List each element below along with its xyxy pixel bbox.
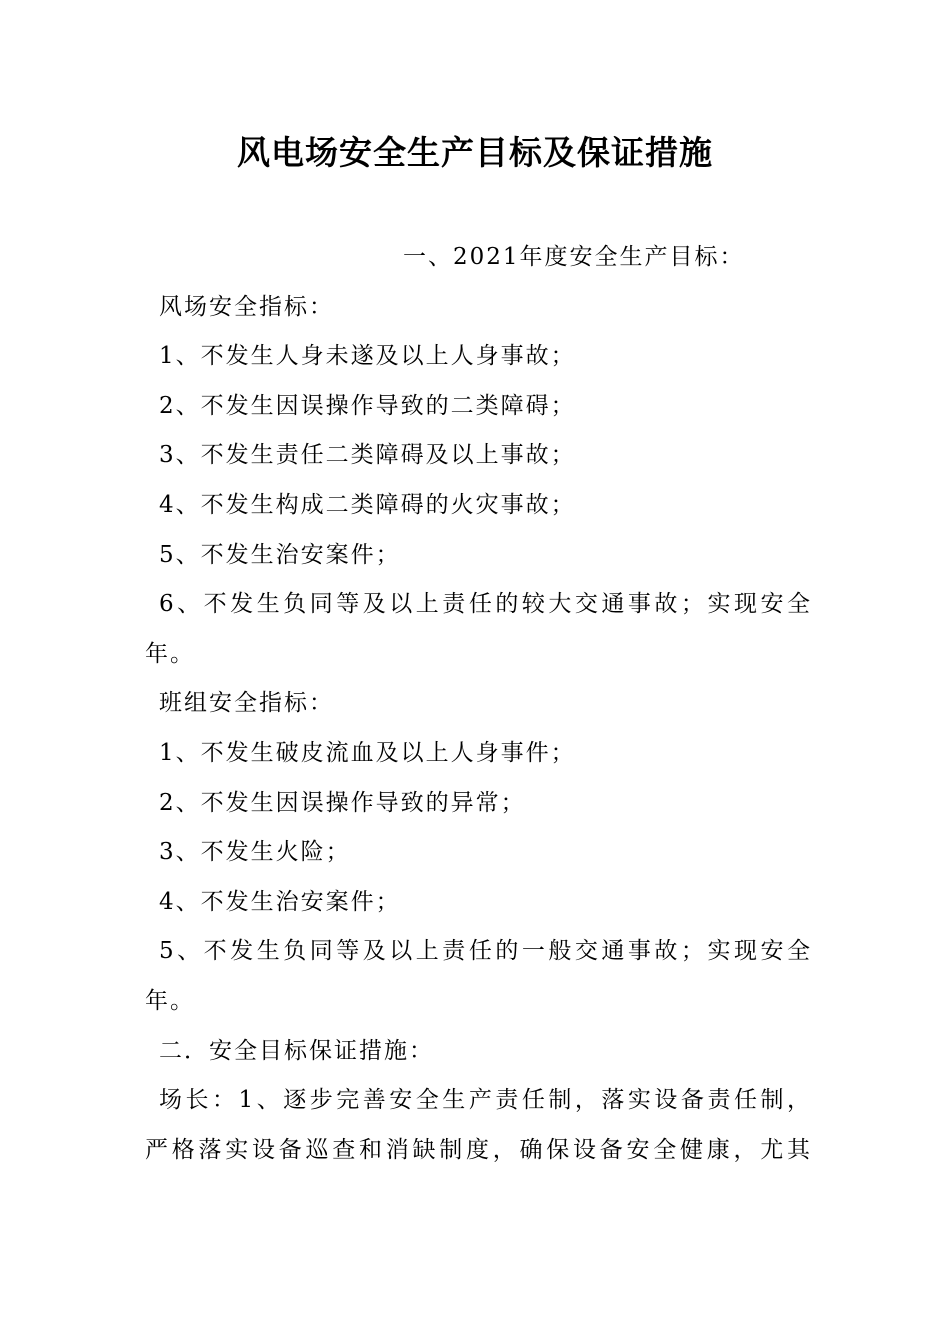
subheading-team-indicators: 班组安全指标：: [159, 690, 334, 717]
section-heading-measures: 二．安全目标保证措施：: [159, 1037, 434, 1064]
list-item: 1、不发生人身未遂及以上人身事故；: [159, 343, 576, 370]
document-body: [145, 233, 810, 1175]
list-item: 3、不发生责任二类障碍及以上事故；: [159, 442, 576, 469]
list-item: 5、不发生治安案件；: [159, 541, 401, 568]
list-item: 4、不发生构成二类障碍的火灾事故；: [159, 491, 576, 518]
paragraph-line: 场长：1、逐步完善安全生产责任制，落实设备责任制，: [159, 1087, 810, 1114]
list-item: 6、不发生负同等及以上责任的较大交通事故；实现安全: [159, 591, 810, 618]
list-item: 2、不发生因误操作导致的异常；: [159, 789, 526, 816]
list-item-continuation: 年。: [145, 640, 195, 667]
list-item: 2、不发生因误操作导致的二类障碍；: [159, 392, 576, 419]
list-item-continuation: 年。: [145, 987, 195, 1014]
subheading-site-indicators: 风场安全指标：: [159, 293, 334, 320]
list-item: 5、不发生负同等及以上责任的一般交通事故；实现安全: [159, 938, 810, 965]
section-heading-goals: 一、2021年度安全生产目标：: [403, 244, 745, 270]
document-title: 风电场安全生产目标及保证措施: [237, 133, 713, 172]
list-item: 3、不发生火险；: [159, 839, 351, 866]
list-item: 1、不发生破皮流血及以上人身事件；: [159, 739, 576, 766]
list-item: 4、不发生治安案件；: [159, 888, 401, 915]
paragraph-line: 严格落实设备巡查和消缺制度，确保设备安全健康，尤其: [145, 1136, 810, 1163]
